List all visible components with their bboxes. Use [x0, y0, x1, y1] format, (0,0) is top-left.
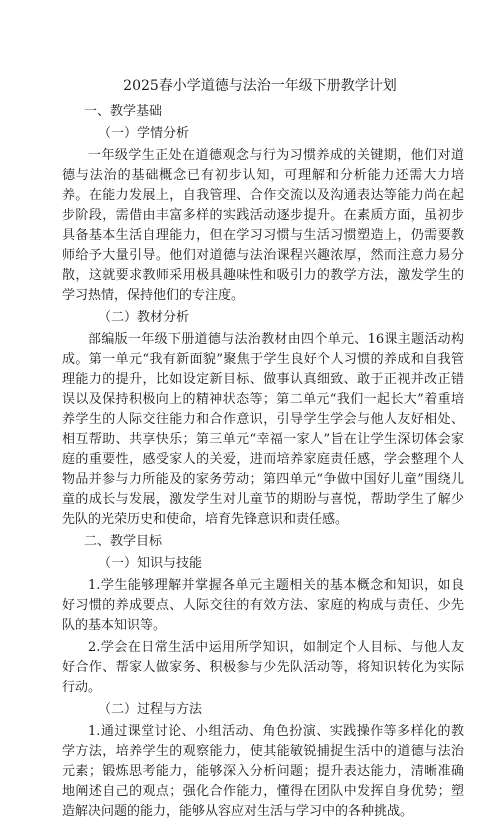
document-title: 2025春小学道德与法治一年级下册教学计划: [123, 78, 397, 94]
subsection-heading-student-analysis: （一）学情分析: [98, 126, 190, 141]
list-item-goal-1: 1.学生能够理解并掌握各单元主题相关的基本概念和知识，如良好习惯的养成要点、人际交往的有效方法、家庭的构成与责任、少先队的基本知识等。: [62, 578, 464, 633]
subsection-heading-textbook-analysis: （二）教材分析: [98, 310, 190, 325]
section-heading-teaching-goals: 二、教学目标: [84, 534, 163, 549]
subsection-heading-process-methods: （二）过程与方法: [98, 702, 203, 717]
list-item-process-1: 1.通过课堂讨论、小组活动、角色扮演、实践操作等多样化的教学方法，培养学生的观察能力，使其能敏锐捕捉生活中的道德与法治元素；锻炼思考能力，能够深入分析问题；提升表达能力，清晰准确地阐述自己的观点；强化合作能力，懂得在团队中发挥自身优势；塑造解决问题的能力，能够从容应对生活与学习中的各种挑战。: [62, 724, 464, 819]
paragraph-student-analysis: 一年级学生正处在道德观念与行为习惯养成的关键期，他们对道德与法治的基础概念已有初步认知，可理解和分析能力还需大力培养。在能力发展上，自我管理、合作交流以及沟通表达等能力尚在起步阶段，需借由丰富多样的实践活动逐步提升。在素质方面，虽初步具备基本生活自理能力，但在学习习惯与生活习惯塑造上，仍需要教师给予大量引导。他们对道德与法治课程兴趣浓厚，然而注意力易分散，这就要求教师采用极具趣味性和吸引力的教学方法，激发学生的学习热情，保持他们的专注度。: [62, 148, 464, 303]
subsection-heading-knowledge-skills: （一）知识与技能: [98, 556, 203, 571]
list-item-goal-2: 2.学会在日常生活中运用所学知识，如制定个人目标、与他人友好合作、帮家人做家务、积极参与少先队活动等，将知识转化为实际行动。: [62, 640, 464, 695]
paragraph-textbook-analysis: 部编版一年级下册道德与法治教材由四个单元、16课主题活动构成。第一单元“我有新面貌”聚焦于学生良好个人习惯的养成和自我管理能力的提升，比如设定新目标、做事认真细致、敢于正视并改正错误以及保持积极向上的精神状态等；第二单元“我们一起长大”着重培养学生的人际交往能力和合作意识，引导学生学会与他人友好相处、相互帮助、共享快乐；第三单元“幸福一家人”旨在让学生深切体会家庭的重要性，感受家人的关爱，进而培养家庭责任感，学会整理个人物品并参与力所能及的家务劳动；第四单元“争做中国好儿童”围绕儿童的成长与发展，激发学生对儿童节的期盼与喜悦，帮助学生了解少先队的光荣历史和使命，培育先锋意识和责任感。: [62, 332, 464, 527]
section-heading-teaching-basis: 一、教学基础: [84, 104, 163, 119]
